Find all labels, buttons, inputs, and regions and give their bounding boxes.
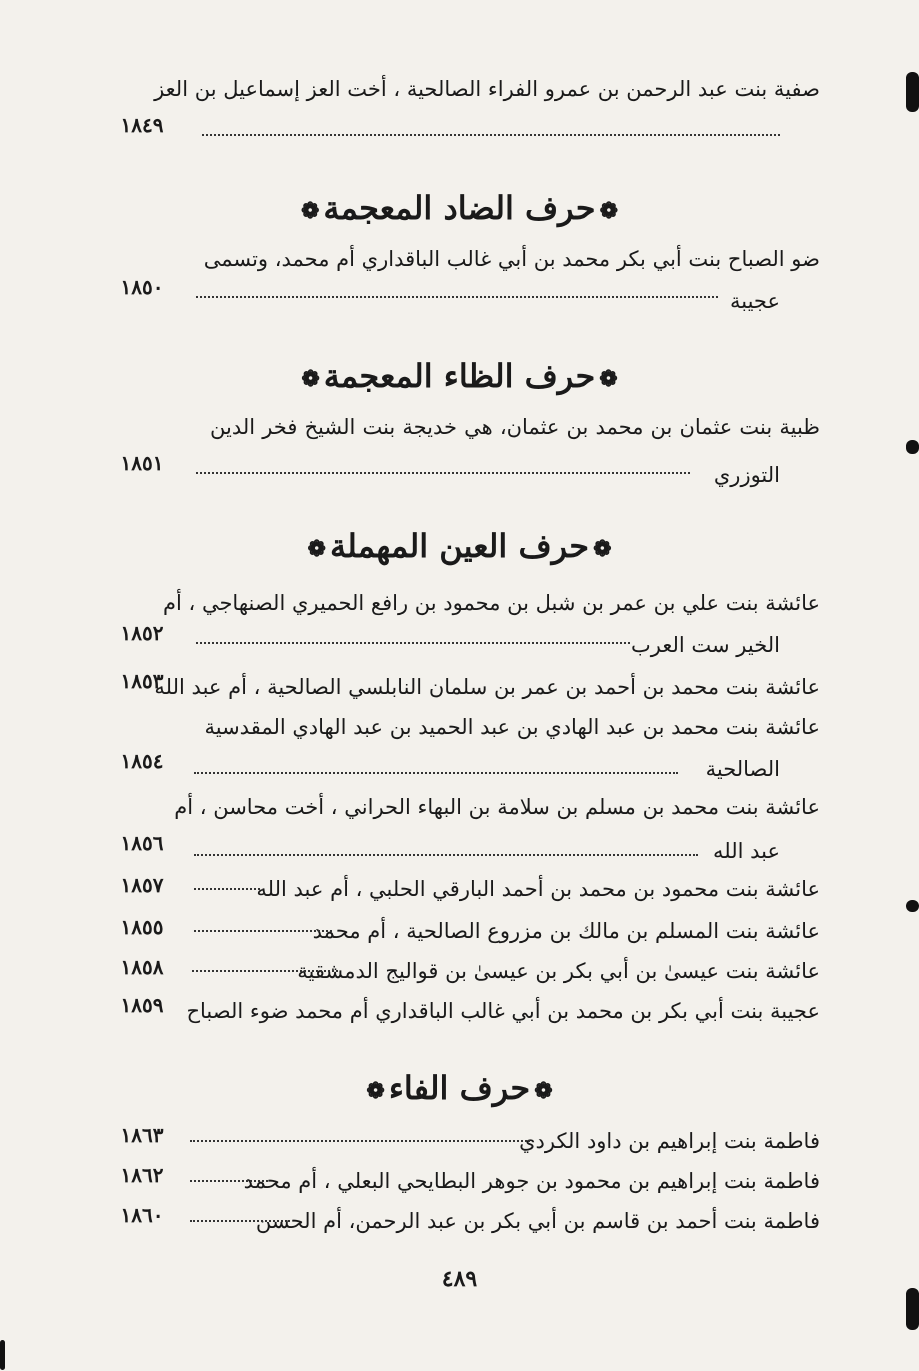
entry-number: ١٨٦٣ — [120, 1123, 164, 1147]
entry-text: عائشة بنت محمود بن محمد بن أحمد البارقي الحلبي ، أم عبد الله — [256, 877, 820, 901]
entry-text-continued: الصالحية — [705, 757, 780, 781]
entry-text: عائشة بنت عيسىٰ بن أبي بكر بن عيسىٰ بن قواليج الدمشقية — [297, 959, 820, 983]
index-entry-1860 — [110, 1203, 820, 1240]
entry-text: عائشة بنت علي بن عمر بن شبل بن محمود بن رافع الحميري الصنهاجي ، أم — [162, 591, 820, 615]
dot-leader — [196, 296, 718, 298]
index-entry-1851 — [110, 412, 820, 492]
section-heading-dad — [0, 186, 919, 233]
dot-leader — [196, 642, 630, 644]
entry-number: ١٨٥٧ — [120, 873, 164, 897]
dot-leader — [202, 134, 780, 136]
entry-number: ١٨٥٣ — [120, 669, 164, 693]
index-entry-1858 — [110, 956, 820, 990]
entry-text: عائشة بنت محمد بن عبد الهادي بن عبد الحميد بن عبد الهادي المقدسية — [204, 715, 820, 739]
entry-text: فاطمة بنت إبراهيم بن داود الكردي — [519, 1129, 820, 1153]
page-number: ٤٨٩ — [441, 1266, 478, 1292]
entry-number: ١٨٥٤ — [120, 749, 164, 773]
heading-text: حرف العين المهملة — [329, 527, 590, 565]
entry-text: عائشة بنت محمد بن أحمد بن عمر بن سلمان النابلسي الصالحية ، أم عبد الله — [154, 675, 820, 699]
scan-edge-mark — [906, 440, 919, 454]
entry-text-continued: عجيبة — [729, 289, 780, 313]
heading-text: حرف الظاء المعجمة — [323, 357, 596, 395]
entry-text: ظبية بنت عثمان بن محمد بن عثمان، هي خديجة بنت الشيخ فخر الدين — [210, 415, 820, 439]
entry-text: فاطمة بنت أحمد بن قاسم بن أبي بكر بن عبد الرحمن، أم الحسن — [255, 1209, 820, 1233]
index-entry-1850 — [110, 244, 820, 320]
index-entry-1859 — [110, 993, 820, 1030]
entry-number: ١٨٥٥ — [120, 915, 164, 939]
dot-leader — [194, 854, 698, 856]
heading-text: حرف الضاد المعجمة — [323, 189, 596, 227]
dot-leader — [190, 1220, 290, 1222]
entry-number: ١٨٦٠ — [120, 1203, 164, 1227]
ornament-icon: ❁ — [301, 365, 320, 392]
ornament-icon: ❁ — [300, 197, 320, 224]
entry-text: صفية بنت عبد الرحمن بن عمرو الفراء الصالحية ، أخت العز إسماعيل بن العز — [154, 77, 820, 101]
index-entry-1855 — [110, 916, 820, 950]
entry-number: ١٨٥٠ — [120, 275, 164, 299]
entry-text-continued: الخير ست العرب — [631, 633, 780, 657]
dot-leader — [194, 930, 332, 932]
scan-edge-mark — [0, 1340, 5, 1370]
section-heading-zha — [0, 354, 919, 401]
entry-number: ١٨٥٩ — [120, 993, 164, 1017]
ornament-icon: ❁ — [366, 1077, 385, 1104]
scan-edge-mark — [906, 1288, 919, 1330]
entry-text: ضو الصباح بنت أبي بكر محمد بن أبي غالب الباقداري أم محمد، وتسمى — [203, 247, 820, 271]
index-entry-1853 — [110, 669, 820, 706]
entry-text: عائشة بنت المسلم بن مالك بن مزروع الصالحية ، أم محمد — [312, 919, 820, 943]
dot-leader — [192, 970, 338, 972]
scan-edge-mark — [906, 72, 919, 112]
entry-text-continued: التوزري — [713, 463, 780, 487]
ornament-icon: ❁ — [599, 365, 618, 392]
entry-number: ١٨٦٢ — [120, 1163, 164, 1187]
entry-number: ١٨٥٦ — [120, 831, 164, 855]
ornament-icon: ❁ — [593, 535, 612, 562]
entry-number: ١٨٥١ — [120, 451, 164, 475]
index-entry-1857 — [110, 874, 820, 908]
entry-text: عائشة بنت محمد بن مسلم بن سلامة بن البهاء الحراني ، أخت محاسن ، أم — [174, 795, 820, 819]
section-heading-ayn — [0, 524, 919, 571]
dot-leader — [194, 772, 678, 774]
heading-text: حرف الفاء — [388, 1069, 531, 1107]
entry-number: ١٨٥٨ — [120, 955, 164, 979]
ornament-icon: ❁ — [534, 1077, 553, 1104]
index-entry-1856 — [110, 792, 820, 868]
entry-text: فاطمة بنت إبراهيم بن محمود بن جوهر البطايحي البعلي ، أم محمد — [243, 1169, 820, 1193]
index-entry-1854 — [110, 712, 820, 788]
index-entry-1862 — [110, 1163, 820, 1200]
dot-leader — [196, 472, 690, 474]
dot-leader — [190, 1140, 530, 1142]
entry-number: ١٨٤٩ — [120, 113, 164, 137]
dot-leader — [194, 888, 260, 890]
index-entry-1852 — [110, 588, 820, 662]
ornament-icon: ❁ — [307, 535, 326, 562]
index-entry-1863 — [110, 1123, 820, 1160]
entry-number: ١٨٥٢ — [120, 621, 164, 645]
index-entry-1849 — [110, 72, 820, 144]
entry-text-continued: عبد الله — [712, 839, 780, 863]
dot-leader — [190, 1180, 268, 1182]
entry-text: عجيبة بنت أبي بكر بن محمد بن أبي غالب الباقداري أم محمد ضوء الصباح — [186, 999, 820, 1023]
ornament-icon: ❁ — [599, 197, 619, 224]
section-heading-fa — [0, 1066, 919, 1113]
scan-edge-mark — [906, 900, 919, 912]
